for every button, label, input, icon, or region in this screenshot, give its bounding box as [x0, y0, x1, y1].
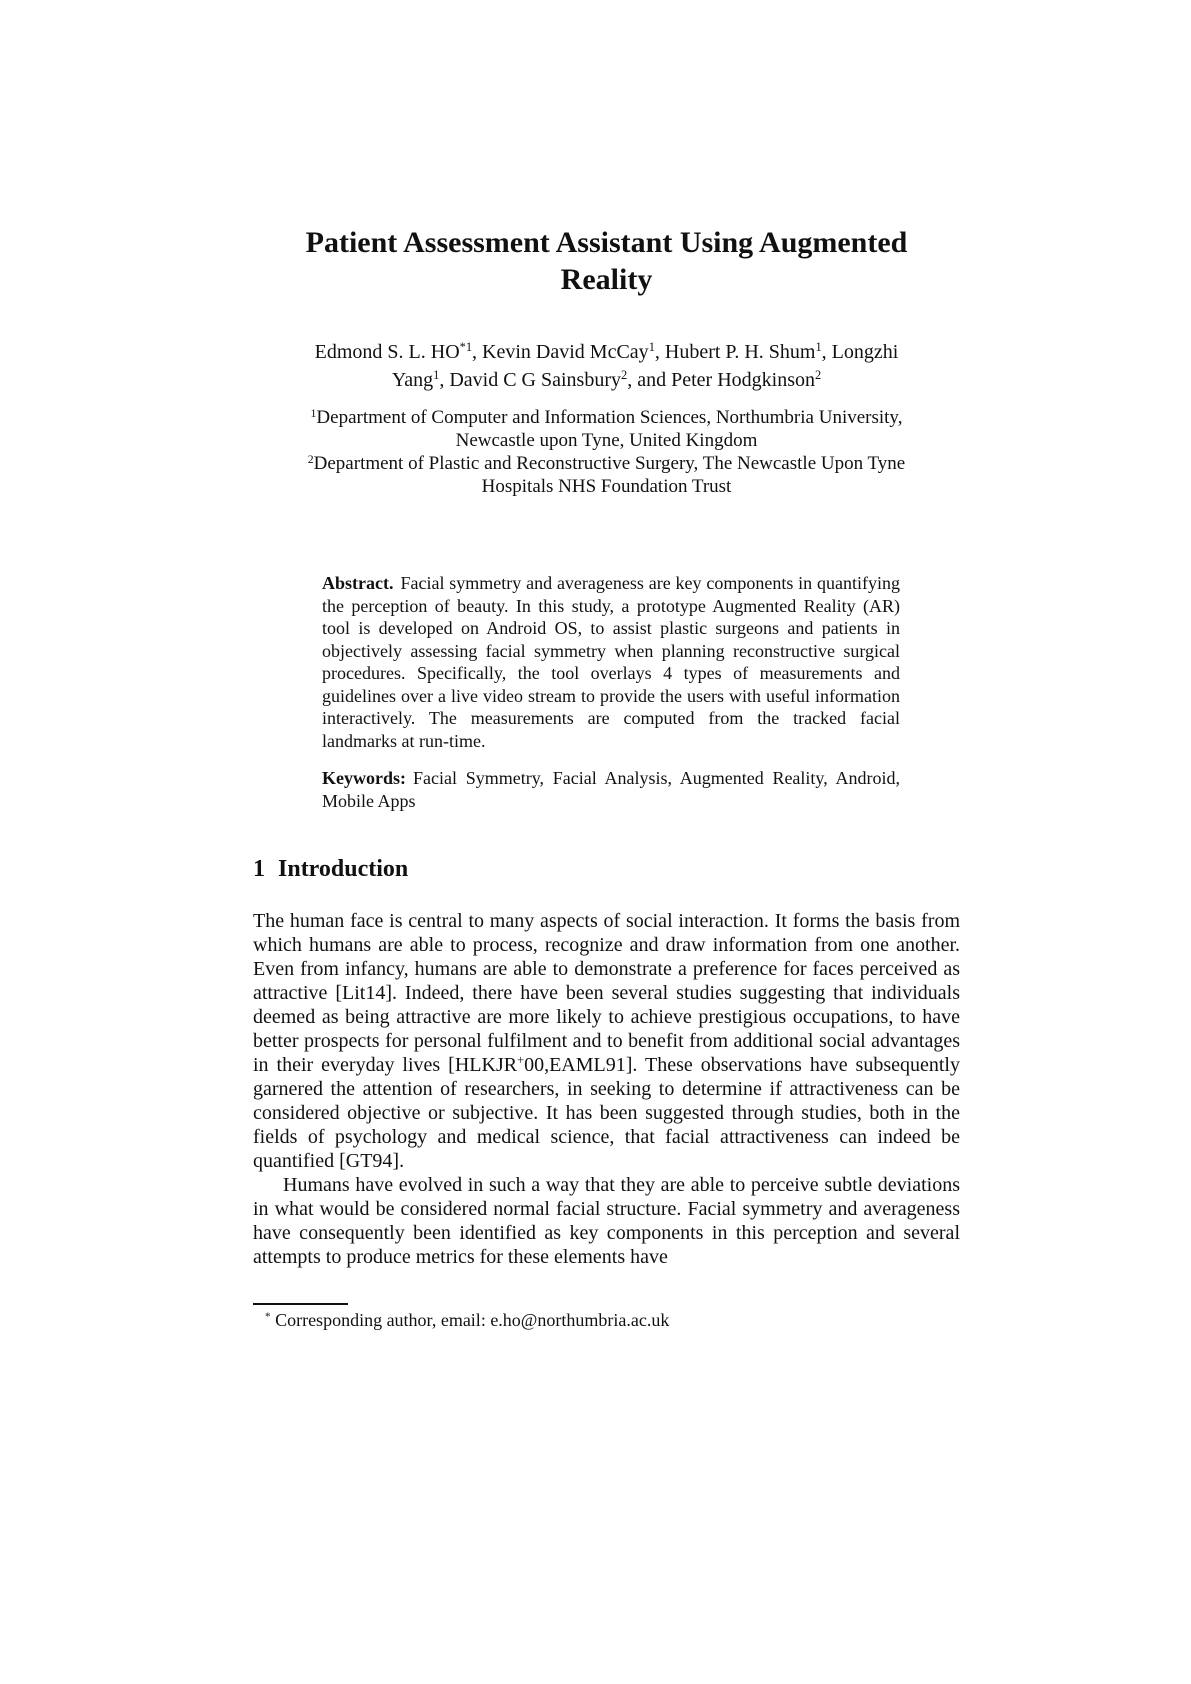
- superscript: 1: [815, 340, 822, 355]
- paper-title: [253, 224, 960, 298]
- section-heading-introduction: [253, 854, 960, 884]
- text-line: $^1$Department of Computer and Information Sciences, Northumbria University,: [310, 406, 903, 428]
- superscript: +: [517, 1053, 525, 1068]
- introduction-body: [253, 909, 960, 1269]
- keywords-text: Facial Symmetry, Facial Analysis, Augmented Reality, Android, Mobile Apps: [322, 768, 900, 811]
- abstract-label: Abstract.: [322, 573, 394, 593]
- superscript: 1: [433, 368, 440, 383]
- affiliations: [253, 406, 960, 498]
- superscript: 2: [814, 368, 822, 383]
- text-line: Hospitals NHS Foundation Trust: [481, 476, 732, 497]
- keywords-block: [322, 767, 900, 812]
- abstract-text: Facial symmetry and averageness are key components in quantifying the perception of beauty. In this study, a prototype Augmented Reality (AR) tool is developed on Android OS, to assist plastic surgeons and patients in objectively assessing facial symmetry when planning reconstructive surgical procedures. Specifically, the tool overlays 4 types of measurements and guidelines over a live video stream to provide the users with useful information interactively. The measurements are computed from the tracked facial landmarks at run-time.: [322, 573, 900, 751]
- corresponding-author-footnote: * Corresponding author, email: e.ho@northumbria.ac.uk: [265, 1310, 670, 1330]
- section-number: 1: [253, 856, 265, 882]
- footnote-rule: [253, 1303, 348, 1305]
- paragraph-2: Humans have evolved in such a way that they are able to perceive subtle deviations in what would be considered normal facial structure. Facial symmetry and averageness have consequently been identified as key components in this perception and several attempts to produce metrics for these elements have: [253, 1174, 960, 1268]
- text-line: Newcastle upon Tyne, United Kingdom: [455, 430, 758, 451]
- superscript: *1: [459, 340, 473, 355]
- abstract-block: [322, 572, 900, 752]
- superscript: *: [265, 1310, 271, 1323]
- text-line: $^2$Department of Plastic and Reconstructive Surgery, The Newcastle Upon Tyne: [307, 452, 906, 474]
- paragraph-1: The human face is central to many aspects of social interaction. It forms the basis from which humans are able to process, recognize and draw information from one another. Even from infancy, humans are able to demonstrate a preference for faces perceived as attractive [Lit14]. Indeed, there have been several studies suggesting that individuals deemed as being attractive are more likely to achieve prestigious occupations, to have better prospects for personal fulfilment and to benefit from additional social advantages in their everyday lives [HLKJR+00,EAML91]. These observations have subsequently garnered the attention of researchers, in seeking to determine if attractiveness can be considered objective or subjective. It has been suggested through studies, both in the fields of psychology and medical science, that facial attractiveness can indeed be quantified [GT94].: [253, 910, 960, 1172]
- text-line: Yang$^1$, David C G Sainsbury$^2$, and Peter Hodgkinson$^2$: [391, 368, 822, 391]
- superscript: 1: [648, 340, 655, 355]
- superscript: 2: [307, 452, 314, 466]
- superscript: 1: [310, 406, 317, 420]
- text-line: Reality: [560, 263, 653, 296]
- author-list: [253, 338, 960, 394]
- keywords-label: Keywords:: [322, 768, 406, 788]
- superscript: 2: [621, 368, 628, 383]
- section-title: Introduction: [278, 856, 409, 882]
- text-line: Patient Assessment Assistant Using Augmented: [305, 226, 908, 259]
- text-line: Edmond S. L. HO$^{*1}$, Kevin David McCay$^1$, Hubert P. H. Shum$^1$, Longzhi: [314, 340, 899, 363]
